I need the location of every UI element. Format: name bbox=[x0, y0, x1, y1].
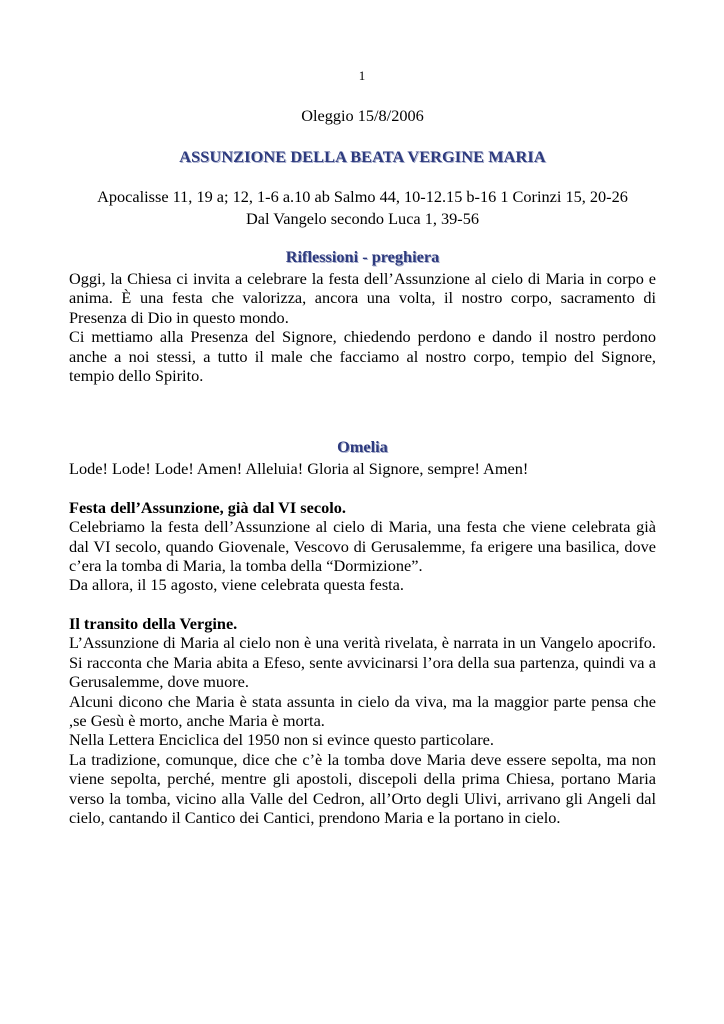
riflessioni-paragraph: Ci mettiamo alla Presenza del Signore, chiedendo perdono e dando il nostro perdono anche a noi stessi, a tutto il male che facciamo al nostro corpo, tempio del Signore, tempio dello Spirito. bbox=[69, 327, 656, 386]
section-paragraph: L’Assunzione di Maria al cielo non è una verità rivelata, è narrata in un Vangelo apocrifo. Si racconta che Maria abita a Efeso, sente avvicinarsi l’ora della sua partenza, quindi va a Gerusalemme, dove muore. bbox=[69, 633, 656, 692]
section-title: Festa dell’Assunzione, già dal VI secolo. bbox=[69, 497, 346, 517]
gospel-reference: Dal Vangelo secondo Luca 1, 39-56 bbox=[245, 209, 479, 228]
document-body bbox=[69, 104, 656, 827]
document-title: ASSUNZIONE DELLA BEATA VERGINE MARIA bbox=[179, 147, 546, 166]
lode-line: Lode! Lode! Lode! Amen! Alleluia! Gloria al Signore, sempre! Amen! bbox=[69, 459, 529, 479]
section-paragraph: Alcuni dicono che Maria è stata assunta in cielo da viva, ma la maggior parte pensa che ,se Gesù è morto, anche Maria è morta. bbox=[69, 691, 656, 730]
date-line: Oleggio 15/8/2006 bbox=[301, 106, 424, 125]
section-paragraph: Celebriamo la festa dell’Assunzione al cielo di Maria, una festa che viene celebrata già dal VI secolo, quando Giovenale, Vescovo di Gerusalemme, fa erigere una basilica, dove c’era la tomba di Maria, la tomba della “Dormizione”. bbox=[69, 517, 656, 576]
readings-line: Apocalisse 11, 19 a; 12, 1-6 a.10 ab Salmo 44, 10-12.15 b-16 1 Corinzi 15, 20-26 bbox=[97, 187, 628, 206]
omelia-heading: Omelia bbox=[337, 437, 388, 457]
page-number: 1 bbox=[358, 68, 366, 83]
riflessioni-paragraph: Oggi, la Chiesa ci invita a celebrare la festa dell’Assunzione al cielo di Maria in corpo e anima. È una festa che valorizza, ancora una volta, il nostro corpo, sacramento di Presenza di Dio in questo mondo. bbox=[69, 269, 656, 327]
riflessioni-heading: Riflessioni - preghiera bbox=[285, 247, 440, 266]
section-paragraph: La tradizione, comunque, dice che c’è la tomba dove Maria deve essere sepolta, ma non viene sepolta, perché, mentre gli apostoli, discepoli della prima Chiesa, portano Maria verso la tomba, vicino alla Valle del Cedron, all’Orto degli Ulivi, arrivano gli Angeli dal cielo, cantando il Cantico dei Cantici, prendono Maria e la portano in cielo. bbox=[69, 749, 656, 827]
section-paragraph: Da allora, il 15 agosto, viene celebrata questa festa. bbox=[69, 575, 404, 595]
section-title: Il transito della Vergine. bbox=[69, 613, 238, 633]
readings-reference bbox=[69, 186, 656, 230]
section-paragraph: Nella Lettera Enciclica del 1950 non si evince questo particolare. bbox=[69, 730, 494, 750]
